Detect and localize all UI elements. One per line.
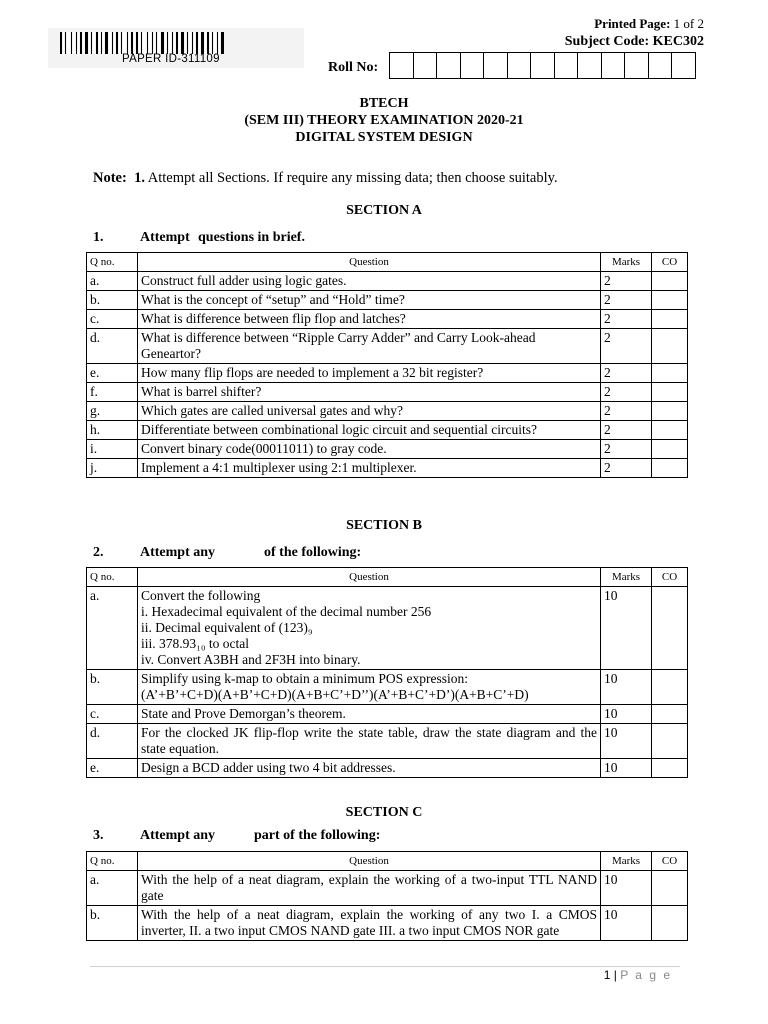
instruction-text: of the following: xyxy=(264,545,362,560)
row-qno: c. xyxy=(87,310,138,329)
roll-box[interactable] xyxy=(484,53,508,78)
col-qno: Q no. xyxy=(87,852,138,871)
row-marks: 10 xyxy=(601,906,652,941)
question-line: iv. Convert A3BH and 2F3H into binary. xyxy=(141,652,361,667)
section-a-table xyxy=(86,252,688,478)
roll-box[interactable] xyxy=(555,53,579,78)
row-question xyxy=(138,670,601,705)
roll-box[interactable] xyxy=(390,53,414,78)
note-text: Attempt all Sections. If require any missing data; then choose suitably. xyxy=(147,170,558,186)
roll-box[interactable] xyxy=(578,53,602,78)
col-marks: Marks xyxy=(601,253,652,272)
col-question: Question xyxy=(138,852,601,871)
section-c-instruction xyxy=(93,828,380,844)
col-marks: Marks xyxy=(601,852,652,871)
col-marks: Marks xyxy=(601,568,652,587)
question-line: Simplify using k-map to obtain a minimum POS expression: xyxy=(141,671,468,686)
row-marks: 10 xyxy=(601,587,652,670)
printed-page xyxy=(594,16,704,32)
table-header-row xyxy=(87,852,688,871)
row-marks: 2 xyxy=(601,459,652,478)
row-qno: a. xyxy=(87,587,138,670)
roll-box[interactable] xyxy=(531,53,555,78)
table-row xyxy=(87,329,688,364)
section-c-title: SECTION C xyxy=(345,805,423,820)
subject-title: DIGITAL SYSTEM DESIGN xyxy=(295,130,473,145)
roll-box[interactable] xyxy=(602,53,626,78)
roll-box[interactable] xyxy=(649,53,673,78)
section-b-instruction xyxy=(93,545,361,561)
row-question: Which gates are called universal gates and why? xyxy=(138,402,601,421)
row-question: Implement a 4:1 multiplexer using 2:1 multiplexer. xyxy=(138,459,601,478)
table-row xyxy=(87,421,688,440)
note-num: 1. xyxy=(134,170,145,186)
row-marks: 10 xyxy=(601,670,652,705)
row-qno: j. xyxy=(87,459,138,478)
section-a-instruction xyxy=(93,230,305,246)
row-co xyxy=(652,906,688,941)
instruction-text: part of the following: xyxy=(254,828,381,843)
col-qno: Q no. xyxy=(87,253,138,272)
roll-box[interactable] xyxy=(414,53,438,78)
row-co xyxy=(652,587,688,670)
table-row xyxy=(87,587,688,670)
row-co xyxy=(652,329,688,364)
row-marks: 2 xyxy=(601,329,652,364)
note-label: Note: xyxy=(93,170,127,186)
row-question xyxy=(138,724,601,759)
roll-box[interactable] xyxy=(672,53,696,78)
row-marks: 2 xyxy=(601,272,652,291)
roll-box[interactable] xyxy=(437,53,461,78)
table-row xyxy=(87,291,688,310)
row-question: How many flip flops are needed to implement a 32 bit register? xyxy=(138,364,601,383)
row-co xyxy=(652,670,688,705)
table-row xyxy=(87,272,688,291)
row-qno: h. xyxy=(87,421,138,440)
table-row xyxy=(87,759,688,778)
page-num-value: 1 xyxy=(603,968,611,982)
table-row xyxy=(87,459,688,478)
roll-box[interactable] xyxy=(461,53,485,78)
row-question xyxy=(138,705,601,724)
table-row xyxy=(87,402,688,421)
row-question: What is the concept of “setup” and “Hold” time? xyxy=(138,291,601,310)
row-co xyxy=(652,759,688,778)
question-line: State and Prove Demorgan’s theorem. xyxy=(141,706,346,721)
col-question: Question xyxy=(138,568,601,587)
question-line: Design a BCD adder using two 4 bit addresses. xyxy=(141,760,396,775)
page-sep: | xyxy=(613,968,617,982)
exam-degree: BTECH xyxy=(359,96,409,111)
printed-page-label: Printed Page: xyxy=(594,16,671,31)
table-row xyxy=(87,310,688,329)
row-question: With the help of a neat diagram, explain the working of a two-input TTL NAND gate xyxy=(138,871,601,906)
row-question xyxy=(138,587,601,670)
exam-title: (SEM III) THEORY EXAMINATION 2020-21 xyxy=(244,113,524,128)
row-co xyxy=(652,310,688,329)
roll-no-label: Roll No: xyxy=(328,60,379,75)
table-row xyxy=(87,705,688,724)
row-marks: 10 xyxy=(601,724,652,759)
table-row xyxy=(87,364,688,383)
question-number: 3. xyxy=(93,828,104,843)
col-co: CO xyxy=(652,852,688,871)
row-co xyxy=(652,383,688,402)
question-line: Convert the following xyxy=(141,588,261,603)
row-marks: 2 xyxy=(601,383,652,402)
row-qno: d. xyxy=(87,329,138,364)
instructions-note xyxy=(93,170,558,187)
row-question: What is barrel shifter? xyxy=(138,383,601,402)
row-qno: b. xyxy=(87,670,138,705)
section-b-table xyxy=(86,567,688,778)
row-marks: 10 xyxy=(601,871,652,906)
row-marks: 2 xyxy=(601,364,652,383)
section-c-table xyxy=(86,851,688,941)
row-question: With the help of a neat diagram, explain the working of any two I. a CMOS inverter, II. a two input CMOS NAND gate III. a two input CMOS NOR gate xyxy=(138,906,601,941)
subject-code-value: KEC302 xyxy=(652,34,704,49)
subject-code-label: Subject Code: xyxy=(564,34,650,49)
instruction-text: questions in brief. xyxy=(198,230,305,245)
table-row xyxy=(87,440,688,459)
row-qno: d. xyxy=(87,724,138,759)
row-co xyxy=(652,440,688,459)
question-line: i. Hexadecimal equivalent of the decimal number 256 xyxy=(141,604,432,619)
question-number: 2. xyxy=(93,545,104,560)
page-number xyxy=(604,968,672,982)
row-marks: 2 xyxy=(601,291,652,310)
barcode-image xyxy=(60,32,290,54)
row-marks: 10 xyxy=(601,759,652,778)
table-header-row xyxy=(87,253,688,272)
table-header-row xyxy=(87,568,688,587)
row-qno: a. xyxy=(87,272,138,291)
instruction-text: Attempt any xyxy=(140,545,216,560)
col-co: CO xyxy=(652,253,688,272)
roll-box[interactable] xyxy=(625,53,649,78)
paper-id: PAPER ID-311109 xyxy=(122,53,220,65)
instruction-text: Attempt xyxy=(140,230,190,245)
row-co xyxy=(652,724,688,759)
row-marks: 2 xyxy=(601,440,652,459)
row-marks: 2 xyxy=(601,402,652,421)
page-word: P a g e xyxy=(620,968,672,982)
row-qno: b. xyxy=(87,291,138,310)
row-qno: e. xyxy=(87,364,138,383)
col-question: Question xyxy=(138,253,601,272)
question-line: iii. 378.93₁₀ to octal xyxy=(141,636,250,651)
row-qno: b. xyxy=(87,906,138,941)
question-line: ii. Decimal equivalent of (123)₉ xyxy=(141,620,313,635)
row-question: Convert binary code(00011011) to gray code. xyxy=(138,440,601,459)
row-marks: 10 xyxy=(601,705,652,724)
roll-no-boxes[interactable] xyxy=(389,52,696,79)
row-co xyxy=(652,272,688,291)
table-row xyxy=(87,383,688,402)
row-marks: 2 xyxy=(601,310,652,329)
row-qno: i. xyxy=(87,440,138,459)
section-a-title: SECTION A xyxy=(346,203,422,218)
table-row xyxy=(87,670,688,705)
row-qno: f. xyxy=(87,383,138,402)
roll-box[interactable] xyxy=(508,53,532,78)
row-qno: a. xyxy=(87,871,138,906)
row-co xyxy=(652,364,688,383)
footer-divider xyxy=(90,966,680,967)
row-marks: 2 xyxy=(601,421,652,440)
section-b-title: SECTION B xyxy=(346,518,422,533)
row-qno: c. xyxy=(87,705,138,724)
col-qno: Q no. xyxy=(87,568,138,587)
row-qno: e. xyxy=(87,759,138,778)
row-co xyxy=(652,459,688,478)
row-co xyxy=(652,705,688,724)
row-question: Construct full adder using logic gates. xyxy=(138,272,601,291)
table-row xyxy=(87,906,688,941)
instruction-text: Attempt any xyxy=(140,828,216,843)
subject-code xyxy=(565,34,704,50)
row-question xyxy=(138,759,601,778)
table-row xyxy=(87,871,688,906)
printed-page-value: 1 of 2 xyxy=(673,16,704,31)
row-co xyxy=(652,421,688,440)
row-question: What is difference between “Ripple Carry Adder” and Carry Look-ahead Geneartor? xyxy=(138,329,601,364)
row-co xyxy=(652,402,688,421)
row-co xyxy=(652,871,688,906)
table-row xyxy=(87,724,688,759)
row-qno: g. xyxy=(87,402,138,421)
row-question: Differentiate between combinational logic circuit and sequential circuits? xyxy=(138,421,601,440)
row-question: What is difference between flip flop and latches? xyxy=(138,310,601,329)
row-co xyxy=(652,291,688,310)
question-line: For the clocked JK flip-flop write the state table, draw the state diagram and the state equation. xyxy=(141,725,597,756)
col-co: CO xyxy=(652,568,688,587)
question-line: (A’+B’+C+D)(A+B’+C+D)(A+B+C’+D’’)(A’+B+C’+D’)(A+B+C’+D) xyxy=(141,687,529,702)
question-number: 1. xyxy=(93,230,104,245)
